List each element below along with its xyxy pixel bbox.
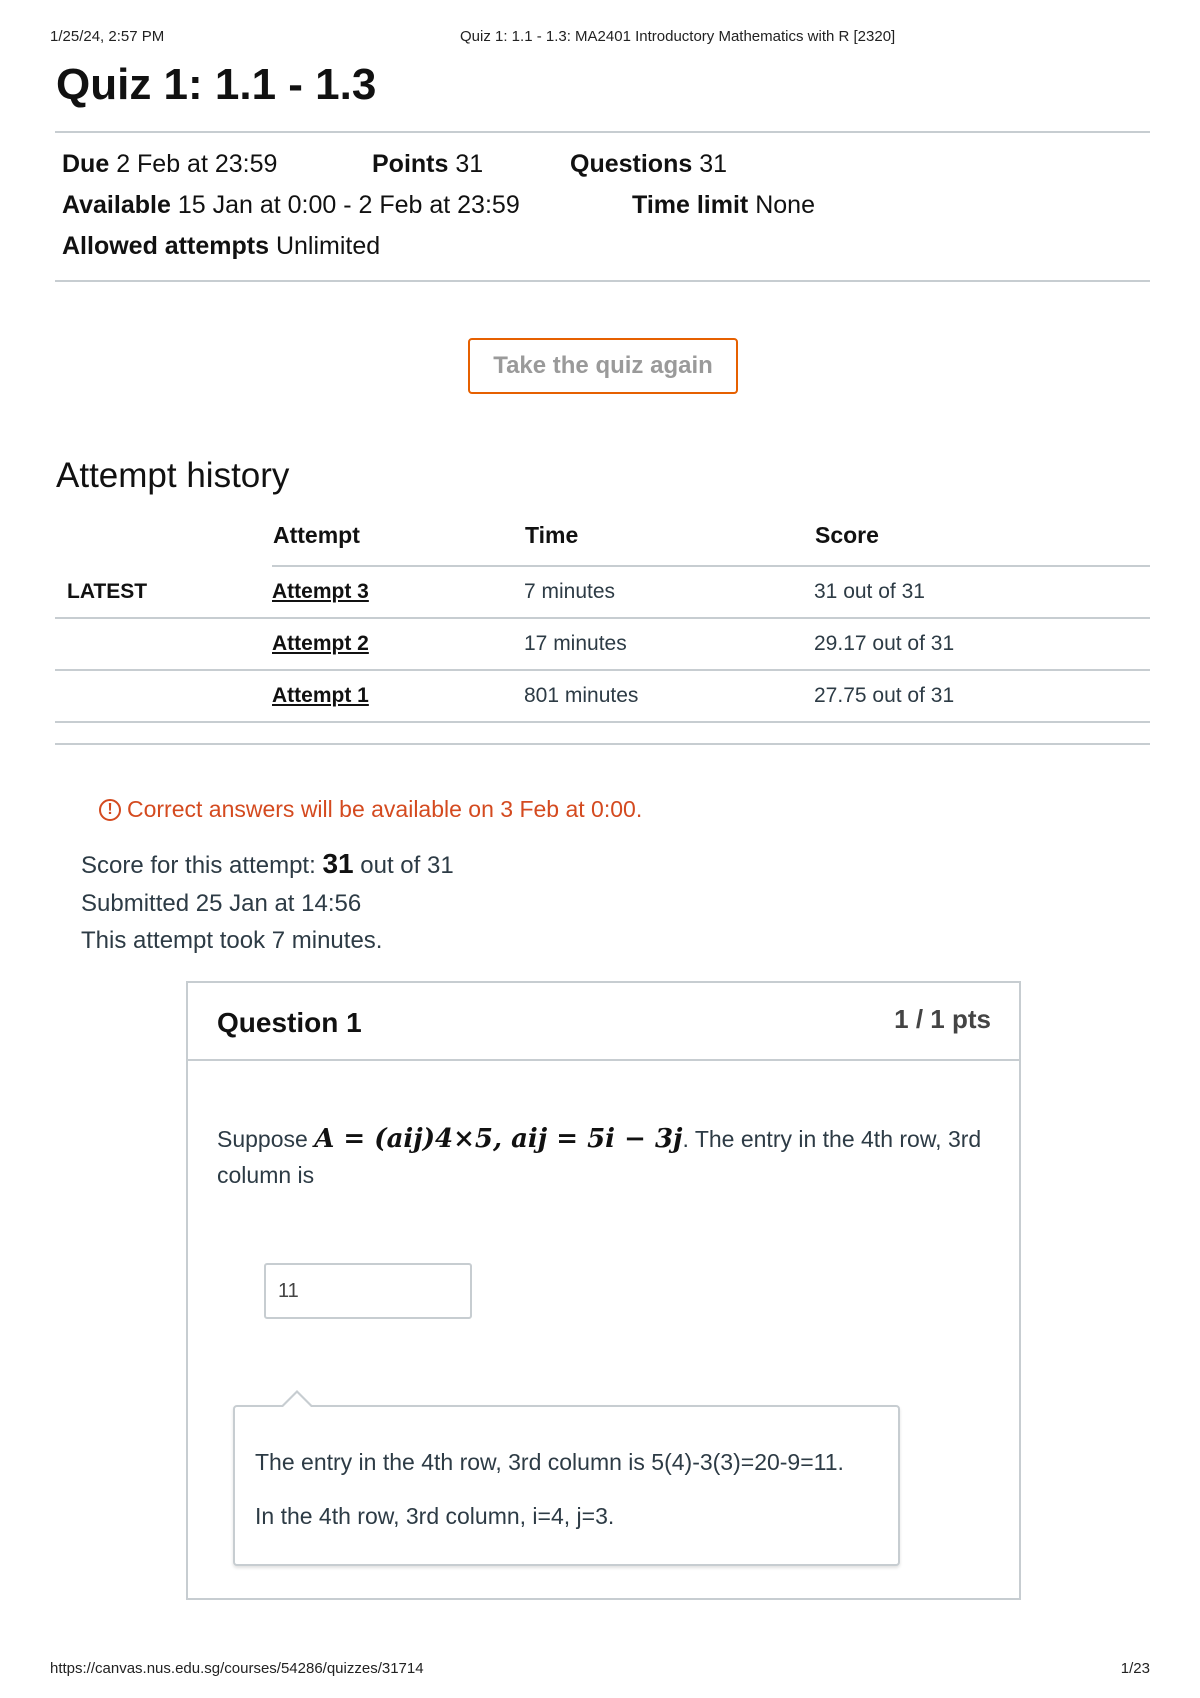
attempt-2-link[interactable]: Attempt 2 bbox=[272, 632, 369, 655]
latest-tag: LATEST bbox=[55, 566, 272, 618]
attempt-time: 7 minutes bbox=[524, 566, 814, 618]
available-value: 15 Jan at 0:00 - 2 Feb at 23:59 bbox=[177, 191, 520, 219]
points-value: 31 bbox=[455, 150, 484, 178]
answer-field[interactable]: 11 bbox=[264, 1263, 472, 1319]
question-title: Question 1 bbox=[217, 1007, 362, 1038]
points-label: Points bbox=[372, 150, 449, 178]
question-math: A = (aij)4×5, aij = 5i − 3j bbox=[314, 1124, 683, 1154]
attempt-tag bbox=[55, 670, 272, 722]
divider bbox=[55, 280, 1150, 282]
question-text bbox=[217, 1121, 997, 1193]
comment-line-1: The entry in the 4th row, 3rd column is 5(4)-3(3)=20-9=11. bbox=[255, 1449, 844, 1475]
question-text-after: . The entry in the 4th row, 3rd column is bbox=[217, 1126, 982, 1188]
score-value: 31 bbox=[322, 848, 354, 879]
question-text-before: Suppose bbox=[217, 1126, 308, 1152]
attempt-score: 27.75 out of 31 bbox=[814, 670, 1150, 722]
due-label: Due bbox=[62, 150, 110, 178]
table-header-row bbox=[55, 520, 1150, 566]
question-card bbox=[186, 981, 1021, 1600]
attempts-label: Allowed attempts bbox=[62, 232, 269, 260]
print-date: 1/25/24, 2:57 PM bbox=[50, 28, 165, 45]
attempt-score: 29.17 out of 31 bbox=[814, 618, 1150, 670]
column-header-time: Time bbox=[524, 520, 814, 566]
question-header bbox=[188, 983, 1019, 1061]
answer-comment bbox=[233, 1405, 900, 1566]
time-limit bbox=[632, 191, 815, 220]
due-value: 2 Feb at 23:59 bbox=[116, 150, 278, 178]
attempt-tag bbox=[55, 618, 272, 670]
questions-label: Questions bbox=[570, 150, 693, 178]
print-doc-title: Quiz 1: 1.1 - 1.3: MA2401 Introductory Mathematics with R [2320] bbox=[460, 28, 896, 45]
question-points: 1 / 1 pts bbox=[894, 1004, 991, 1034]
points bbox=[372, 150, 483, 179]
table-row bbox=[55, 618, 1150, 670]
attempt-history-title: Attempt history bbox=[56, 456, 290, 495]
divider bbox=[55, 743, 1150, 745]
allowed-attempts bbox=[62, 232, 380, 261]
take-quiz-again-button[interactable]: Take the quiz again bbox=[468, 338, 738, 394]
table-row bbox=[55, 670, 1150, 722]
attempt-1-link[interactable]: Attempt 1 bbox=[272, 684, 369, 707]
attempt-score-line bbox=[81, 848, 454, 880]
attempt-3-link[interactable]: Attempt 3 bbox=[272, 580, 369, 603]
divider bbox=[55, 131, 1150, 133]
comment-line-2: In the 4th row, 3rd column, i=4, j=3. bbox=[255, 1503, 615, 1529]
score-suffix: out of 31 bbox=[360, 852, 454, 879]
print-url: https://canvas.nus.edu.sg/courses/54286/quizzes/31714 bbox=[50, 1660, 424, 1677]
questions bbox=[570, 150, 727, 179]
attempt-time: 801 minutes bbox=[524, 670, 814, 722]
time-limit-label: Time limit bbox=[632, 191, 749, 219]
attempt-duration: This attempt took 7 minutes. bbox=[81, 927, 383, 954]
attempt-time: 17 minutes bbox=[524, 618, 814, 670]
print-page-number: 1/23 bbox=[1120, 1660, 1150, 1677]
submitted-time: Submitted 25 Jan at 14:56 bbox=[81, 890, 362, 917]
column-header-score: Score bbox=[814, 520, 1150, 566]
answers-availability-notice bbox=[99, 796, 642, 823]
attempts-value: Unlimited bbox=[275, 232, 381, 260]
available-label: Available bbox=[62, 191, 171, 219]
notice-text: Correct answers will be available on 3 Feb at 0:00. bbox=[127, 796, 643, 822]
time-limit-value: None bbox=[755, 191, 815, 219]
attempt-history-table bbox=[55, 520, 1150, 723]
exclamation-circle-icon: ! bbox=[99, 799, 121, 821]
page-title: Quiz 1: 1.1 - 1.3 bbox=[56, 60, 377, 109]
attempt-score: 31 out of 31 bbox=[814, 566, 1150, 618]
column-header-attempt: Attempt bbox=[272, 520, 524, 566]
questions-value: 31 bbox=[699, 150, 728, 178]
table-row bbox=[55, 566, 1150, 618]
score-prefix: Score for this attempt: bbox=[81, 852, 316, 879]
column-header-blank bbox=[55, 520, 272, 566]
due-date bbox=[62, 150, 277, 179]
available bbox=[62, 191, 520, 220]
